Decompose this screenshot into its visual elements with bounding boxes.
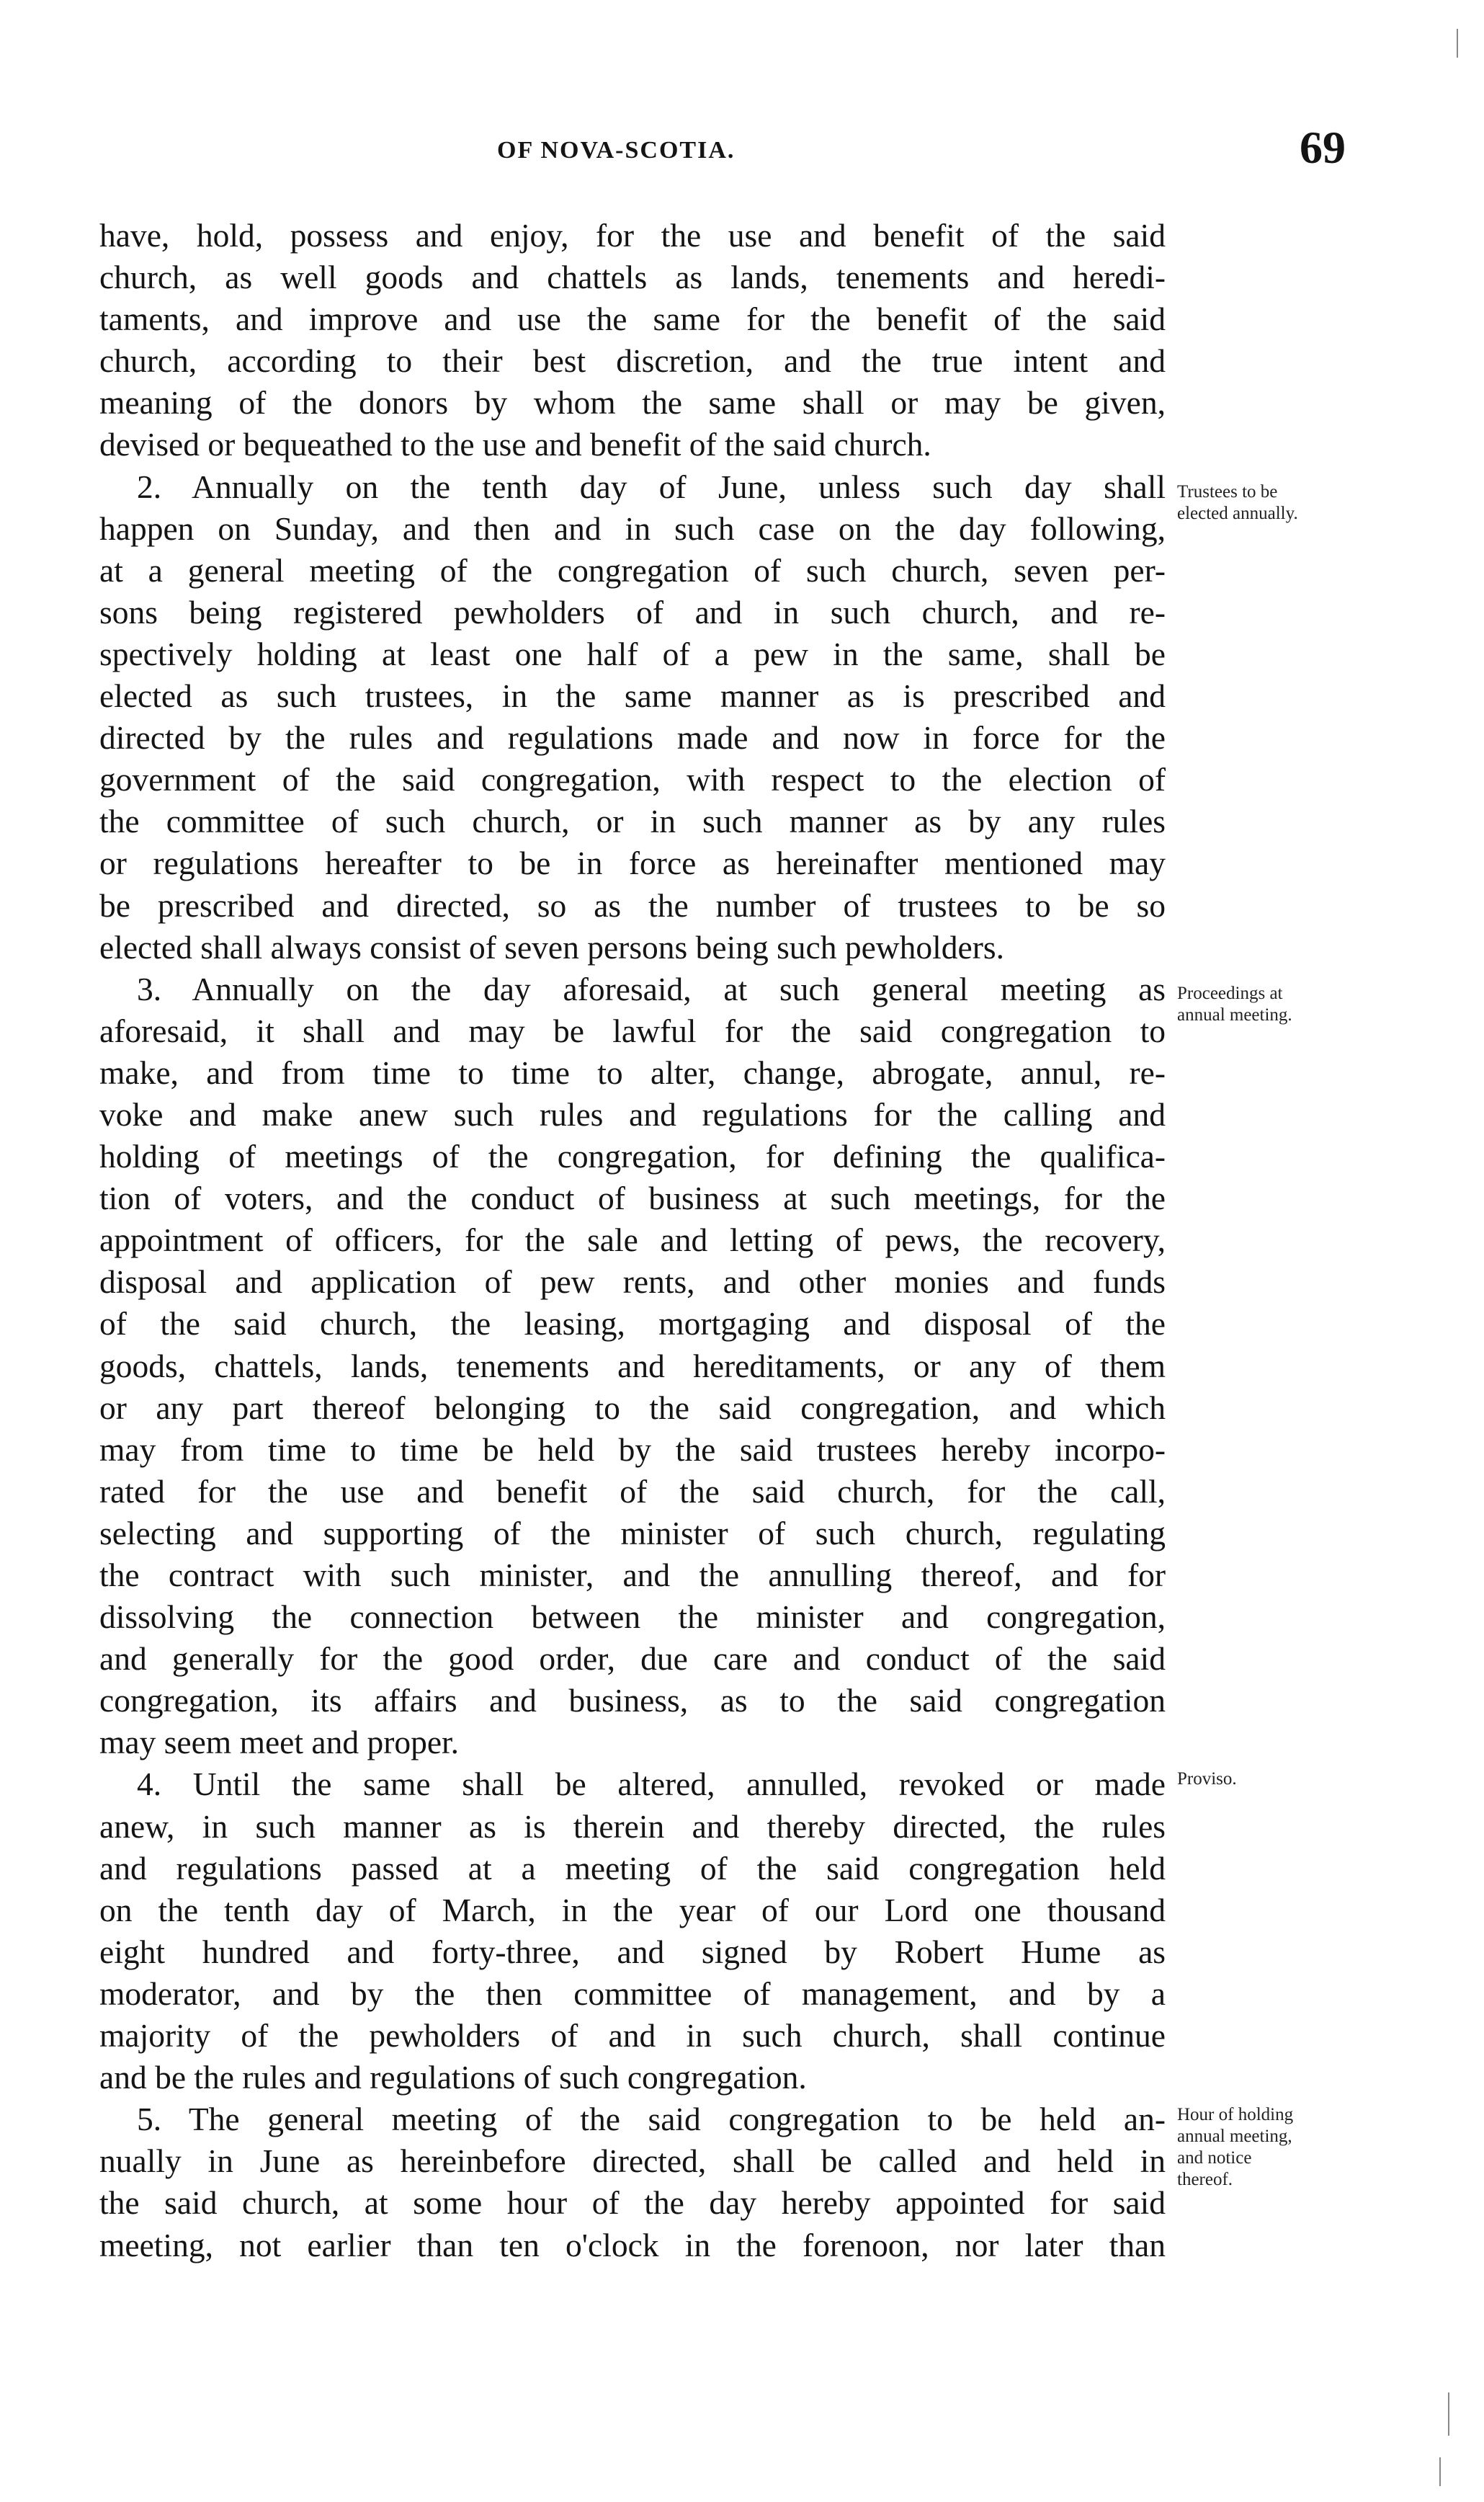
margin-note-line: thereof. [1177, 2170, 1233, 2189]
text-line: anew, in such manner as is therein and thereby directed, the rules [99, 1807, 1166, 1845]
text-line: make, and from time to time to alter, change, abrogate, annul, re- [99, 1054, 1166, 1091]
section-3-start: 3. Annually on the day aforesaid, at such general meeting as [137, 970, 1166, 1007]
text-line: directed by the rules and regulations made and now in force for the [99, 719, 1166, 757]
text-line: devised or bequeathed to the use and benefit of the said church. [99, 426, 931, 463]
text-line: the contract with such minister, and the annulling thereof, and for [99, 1557, 1166, 1593]
text-line: and be the rules and regulations of such congregation. [99, 2059, 807, 2096]
text-line: or regulations hereafter to be in force as hereinafter mentioned may [99, 845, 1166, 882]
text-line: church, according to their best discretion, and the true intent and [99, 342, 1166, 380]
text-line: voke and make anew such rules and regulations for the calling and [99, 1095, 1166, 1133]
text-line: meaning of the donors by whom the same shall or may be given, [99, 384, 1166, 422]
text-line: rated for the use and benefit of the said church, for the call, [99, 1472, 1166, 1510]
text-line: majority of the pewholders of and in such church, shall continue [99, 2017, 1166, 2054]
text-line: holding of meetings of the congregation, for defining the qualifica- [99, 1138, 1166, 1175]
text-line: government of the said congregation, with respect to the election of [99, 761, 1166, 798]
text-line: may seem meet and proper. [99, 1724, 460, 1761]
text-line: aforesaid, it shall and may be lawful for the said congregation to [99, 1012, 1166, 1049]
text-line: elected shall always consist of seven persons being such pewholders. [99, 928, 1004, 966]
text-line: nually in June as hereinbefore directed, shall be called and held in [99, 2142, 1166, 2180]
text-line: moderator, and by the then committee of management, and by a [99, 1975, 1166, 2012]
section-2-start: 2. Annually on the tenth day of June, unless such day shall [137, 468, 1166, 505]
text-line: congregation, its affairs and business, as to the said congregation [99, 1682, 1166, 1719]
text-line: eight hundred and forty-three, and signed by Robert Hume as [99, 1933, 1166, 1970]
margin-note-line: annual meeting. [1177, 1005, 1292, 1025]
text-line: happen on Sunday, and then and in such case on the day following, [99, 509, 1166, 547]
text-line: church, as well goods and chattels as lands, tenements and heredi- [99, 259, 1166, 296]
text-line: the committee of such church, or in such manner as by any rules [99, 803, 1166, 840]
page-number: 69 [1300, 122, 1346, 173]
text-line: sons being registered pewholders of and in such church, and re- [99, 593, 1166, 631]
margin-note-line: Proviso. [1177, 1769, 1237, 1789]
margin-note-proviso [1177, 1768, 1393, 1790]
margin-note-line: elected annually. [1177, 504, 1298, 523]
text-line: tion of voters, and the conduct of business at such meetings, for the [99, 1180, 1166, 1217]
margin-note-hour-of-meeting [1177, 2104, 1393, 2191]
text-line: of the said church, the leasing, mortgaging and disposal of the [99, 1305, 1166, 1343]
margin-note-trustees [1177, 481, 1393, 525]
text-line: may from time to time be held by the said trustees hereby incorpo- [99, 1430, 1166, 1468]
text-line: spectively holding at least one half of a pew in the same, shall be [99, 635, 1166, 672]
text-line: at a general meeting of the congregation of such church, seven per- [99, 551, 1166, 589]
text-line: disposal and application of pew rents, and other monies and funds [99, 1263, 1166, 1301]
scan-artifact [1448, 2392, 1449, 2436]
text-line: appointment of officers, for the sale and letting of pews, the recovery, [99, 1221, 1166, 1259]
statute-body-text [99, 215, 1166, 2266]
text-line: selecting and supporting of the minister of such church, regulating [99, 1514, 1166, 1551]
text-line: or any part thereof belonging to the said congregation, and which [99, 1389, 1166, 1426]
margin-note-line: Proceedings at [1177, 984, 1283, 1003]
margin-note-line: annual meeting, [1177, 2127, 1292, 2146]
text-line: on the tenth day of March, in the year of our Lord one thousand [99, 1891, 1166, 1928]
margin-note-line: Hour of holding [1177, 2105, 1294, 2124]
text-line: goods, chattels, lands, tenements and hereditaments, or any of them [99, 1347, 1166, 1384]
running-title: OF NOVA-SCOTIA. [497, 137, 736, 164]
text-line: and regulations passed at a meeting of the said congregation held [99, 1849, 1166, 1887]
text-line: meeting, not earlier than ten o'clock in the forenoon, nor later than [99, 2226, 1166, 2263]
scan-artifact [1439, 2457, 1441, 2486]
text-line: dissolving the connection between the minister and congregation, [99, 1598, 1166, 1636]
text-line: the said church, at some hour of the day hereby appointed for said [99, 2184, 1166, 2222]
scan-artifact [1457, 29, 1458, 58]
section-4-start: 4. Until the same shall be altered, annulled, revoked or made [137, 1766, 1166, 1803]
margin-note-proceedings [1177, 983, 1393, 1026]
margin-note-line: Trustees to be [1177, 482, 1278, 502]
text-line: and generally for the good order, due care and conduct of the said [99, 1640, 1166, 1678]
margin-note-line: and notice [1177, 2148, 1252, 2168]
text-line: be prescribed and directed, so as the number of trustees to be so [99, 886, 1166, 924]
text-line: elected as such trustees, in the same manner as is prescribed and [99, 677, 1166, 715]
section-5-start: 5. The general meeting of the said congregation to be held an- [137, 2101, 1166, 2138]
text-line: have, hold, possess and enjoy, for the use and benefit of the said [99, 217, 1166, 254]
text-line: taments, and improve and use the same for the benefit of the said [99, 300, 1166, 338]
